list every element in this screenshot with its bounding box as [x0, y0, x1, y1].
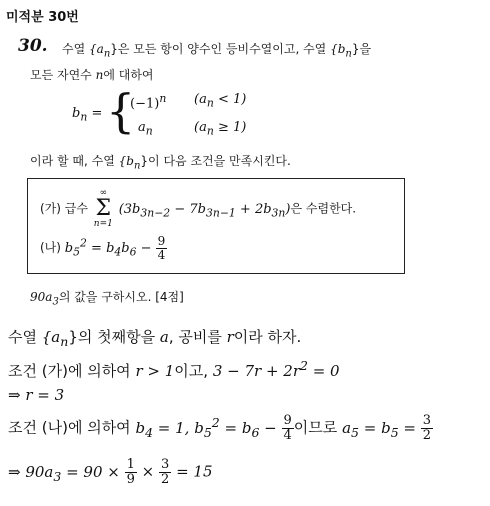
solution-line-3: ⇒ r = 3: [8, 386, 65, 404]
solution-line-5: ⇒ $90a_3 = 90$ × $\frac{1}{9}$ × $\frac{3}{2}$ = 15: [8, 457, 213, 487]
condition-ga: (가) 급수 ∞ Σ n=1 $(3b_{3n-2} - 7b_{3n-1} + 2b_{3n})$은 수렴한다.: [40, 188, 357, 229]
question-line: $90a_3$의 값을 구하시오. [4점]: [30, 290, 184, 308]
solution-line-1: 수열 $\{a_n\}$의 첫째항을 a, 공비를 r이라 하자.: [8, 328, 302, 349]
problem-line-1: 수열 $\{a_n\}$은 모든 항이 양수인 등비수열이고, 수열 $\{b_n\}$을: [62, 42, 372, 60]
solution-line-4: 조건 (나)에 의하여 $b_4 = 1$, $b_5^2 = b_6$ − $\frac{9}{4}$ 이므로 $a_5 = b_5$ = $\frac{3}{2}$: [8, 413, 432, 443]
condition-na: (나) $b_5^2 = b_4b_6$ − $\frac{9}{4}$: [40, 234, 166, 262]
problem-number: 30.: [18, 36, 48, 56]
problem-line-2: 모든 자연수 n에 대하여: [30, 68, 154, 82]
solution-line-2: 조건 (가)에 의하여 r > 1이고, $3 - 7r + 2r^2 = 0$: [8, 358, 340, 380]
page-title: 미적분 30번: [6, 10, 79, 25]
condition-box: [27, 178, 405, 274]
problem-line-3: 이라 할 때, 수열 $\{b_n\}$이 다음 조건을 만족시킨다.: [30, 154, 291, 172]
